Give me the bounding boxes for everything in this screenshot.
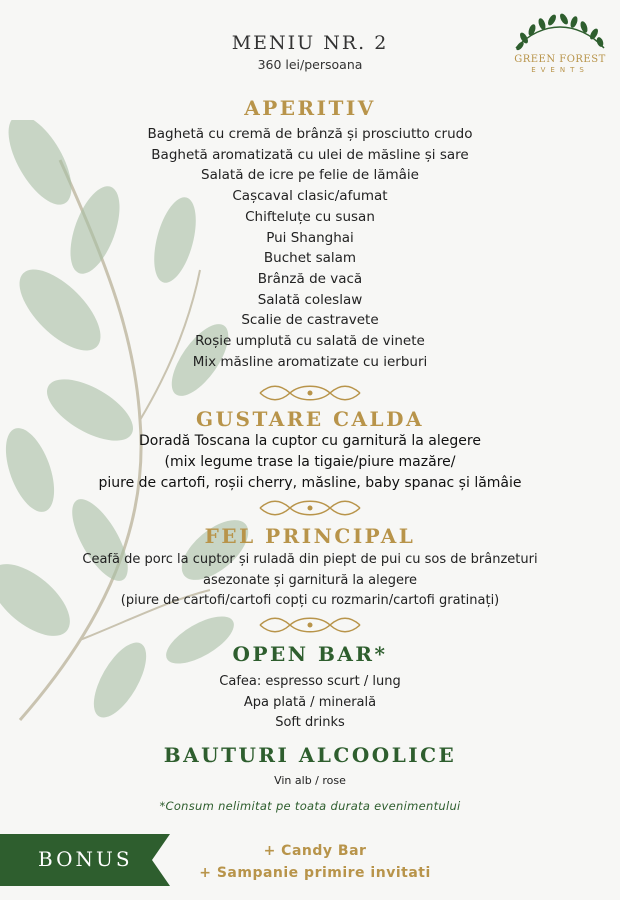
- list-item: Cașcaval clasic/afumat: [232, 188, 388, 205]
- consumption-note: *Consum nelimitat pe toata durata evenimentului: [159, 799, 461, 813]
- menu-title: MENIU NR. 2: [231, 32, 389, 54]
- menu-price: 360 lei/persoana: [257, 57, 363, 72]
- list-item: Pui Shanghai: [266, 229, 354, 246]
- brand-name: GREEN FOREST: [514, 54, 606, 65]
- section-gustare-calda: [0, 407, 620, 494]
- list-item: Chifteluțe cu susan: [245, 208, 375, 225]
- list-item: Doradă Toscana la cuptor cu garnitură la alegere: [139, 433, 481, 449]
- list-item: Baghetă aromatizată cu ulei de măsline și sare: [151, 146, 469, 163]
- list-item: Buchet salam: [263, 250, 357, 267]
- section-title-principal: FEL PRINCIPAL: [204, 524, 416, 548]
- list-item: (mix legume trase la tigaie/piure mazăre/: [164, 454, 456, 470]
- list-item: Baghetă cu cremă de brânză și prosciutto crudo: [147, 126, 473, 142]
- section-title-openbar: OPEN BAR*: [232, 642, 388, 666]
- section-title-gustare: GUSTARE CALDA: [196, 407, 424, 431]
- list-item: Salată coleslaw: [257, 291, 363, 308]
- bonus-list: [170, 840, 460, 884]
- ornament-divider: [250, 497, 370, 519]
- alcool-list: [0, 773, 620, 789]
- list-item: Roșie umplută cu salată de vinete: [195, 333, 425, 350]
- section-aperitiv: [0, 96, 620, 372]
- list-item: Salată de icre pe felie de lămâie: [201, 167, 419, 184]
- principal-list: [0, 550, 620, 612]
- list-item: Mix măsline aromatizate cu ierburi: [192, 353, 428, 370]
- list-item: Cafea: espresso scurt / lung: [219, 674, 401, 689]
- ornament-divider: [250, 614, 370, 636]
- list-item: + Candy Bar: [263, 843, 367, 859]
- brand-subtitle: EVENTS: [531, 66, 589, 74]
- list-item: Ceafă de porc la cuptor și ruladă din piept de pui cu sos de brânzeturi: [82, 552, 538, 567]
- list-item: Soft drinks: [275, 715, 345, 730]
- list-item: asezonate și garnitură la alegere: [202, 572, 418, 588]
- section-bauturi-alcoolice: [0, 743, 620, 813]
- list-item: (piure de cartofi/cartofi copți cu rozmarin/cartofi gratinați): [120, 593, 500, 608]
- section-title-alcool: BAUTURI ALCOOLICE: [163, 743, 457, 767]
- gustare-list: [0, 431, 620, 494]
- list-item: Vin alb / rose: [274, 774, 346, 787]
- list-item: Brânză de vacă: [257, 270, 363, 287]
- aperitiv-list: [0, 124, 620, 372]
- list-item: Scalie de castravete: [241, 312, 379, 329]
- list-item: piure de cartofi, roșii cherry, măsline, baby spanac și lămâie: [98, 475, 522, 491]
- menu-header: [0, 32, 620, 72]
- section-open-bar: [0, 642, 620, 734]
- section-title-aperitiv: APERITIV: [244, 96, 376, 120]
- bonus-label: BONUS: [38, 847, 133, 871]
- openbar-list: [0, 672, 620, 734]
- list-item: + Sampanie primire invitati: [199, 865, 431, 881]
- ornament-divider: [250, 382, 370, 404]
- section-fel-principal: [0, 524, 620, 612]
- list-item: Apa plată / minerală: [243, 694, 377, 710]
